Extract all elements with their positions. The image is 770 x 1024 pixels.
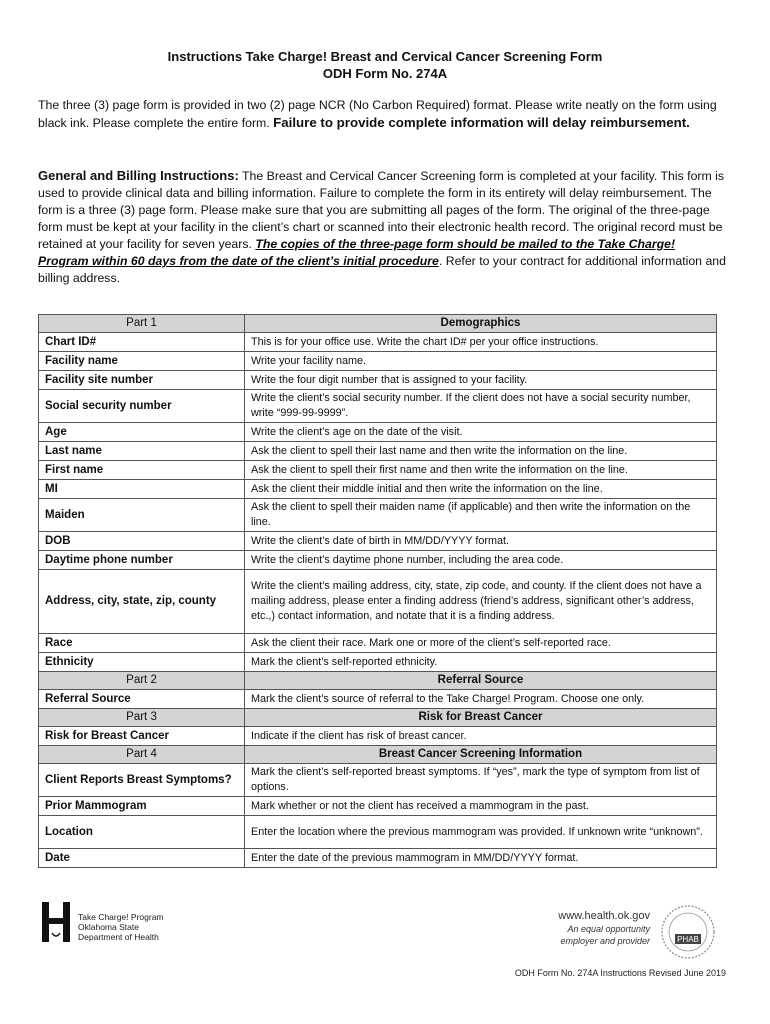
field-instruction: Write the client’s date of birth in MM/DD/YYYY format. bbox=[245, 532, 717, 551]
table-row bbox=[39, 371, 717, 390]
field-instruction: Write the four digit number that is assigned to your facility. bbox=[245, 371, 717, 390]
table-row bbox=[39, 797, 717, 816]
field-label: Race bbox=[39, 634, 245, 653]
intro-text: The three (3) page form is provided in two (2) page NCR (No Carbon Required) format. Please write neatly on the form using black ink. Please complete the entire form. bbox=[38, 98, 717, 130]
table-row bbox=[39, 570, 717, 634]
section-part-label: Part 1 bbox=[39, 315, 245, 333]
general-tail: . Refer to your contract for additional information and billing address. bbox=[38, 254, 726, 285]
field-instruction: Mark whether or not the client has received a mammogram in the past. bbox=[245, 797, 717, 816]
field-label: Client Reports Breast Symptoms? bbox=[39, 764, 245, 797]
field-label: Age bbox=[39, 423, 245, 442]
field-instruction: Ask the client to spell their first name and then write the information on the line. bbox=[245, 461, 717, 480]
field-label: Location bbox=[39, 816, 245, 849]
field-instruction: Enter the date of the previous mammogram in MM/DD/YYYY format. bbox=[245, 849, 717, 868]
field-label: Referral Source bbox=[39, 690, 245, 709]
field-label: Facility site number bbox=[39, 371, 245, 390]
instructions-table bbox=[38, 314, 717, 868]
table-row bbox=[39, 653, 717, 672]
logo-line-1: Take Charge! Program bbox=[78, 912, 164, 922]
intro-bold: Failure to provide complete information will delay reimbursement. bbox=[273, 115, 690, 130]
table-row bbox=[39, 764, 717, 797]
field-instruction: Write the client’s social security number. If the client does not have a social security number, write “999-99-9999”. bbox=[245, 390, 717, 423]
footer-contact bbox=[540, 910, 650, 947]
field-instruction: Mark the client’s self-reported breast symptoms. If “yes”, mark the type of symptom from list of options. bbox=[245, 764, 717, 797]
section-header-part1 bbox=[39, 315, 717, 333]
general-heading: General and Billing Instructions: bbox=[38, 168, 239, 183]
field-label: First name bbox=[39, 461, 245, 480]
section-header-part3 bbox=[39, 709, 717, 727]
field-instruction: Write the client’s daytime phone number, including the area code. bbox=[245, 551, 717, 570]
field-label: Facility name bbox=[39, 352, 245, 371]
title-line-1: Instructions Take Charge! Breast and Cervical Cancer Screening Form bbox=[167, 49, 603, 64]
field-instruction: Mark the client’s self-reported ethnicity. bbox=[245, 653, 717, 672]
form-revision-note: ODH Form No. 274A Instructions Revised June 2019 bbox=[514, 968, 726, 978]
document-title bbox=[0, 48, 770, 82]
field-label: Maiden bbox=[39, 499, 245, 532]
field-instruction: This is for your office use. Write the chart ID# per your office instructions. bbox=[245, 333, 717, 352]
general-paragraph bbox=[38, 167, 726, 287]
general-text: The Breast and Cervical Cancer Screening form is completed at your facility. This form is used to provide clinical data and billing information. Failure to complete the form in its entirety will delay reimbursement. The form is a three (3) page form. Please make sure that you are submitting all pages of the form. The original of the three-page form must be kept at your facility in the client’s chart or scanned into their electronic health record. The original record must be retained at your facility for seven years. bbox=[38, 169, 725, 251]
field-instruction: Write your facility name. bbox=[245, 352, 717, 371]
table-row bbox=[39, 499, 717, 532]
field-label: Daytime phone number bbox=[39, 551, 245, 570]
equal-opportunity-2: employer and provider bbox=[560, 936, 650, 946]
table-row bbox=[39, 352, 717, 371]
section-part-label: Part 2 bbox=[39, 672, 245, 690]
field-instruction: Enter the location where the previous mammogram was provided. If unknown write “unknown”. bbox=[245, 816, 717, 849]
table-row bbox=[39, 442, 717, 461]
table-row bbox=[39, 690, 717, 709]
table-row bbox=[39, 727, 717, 746]
section-title: Breast Cancer Screening Information bbox=[245, 746, 717, 764]
logo-line-3: Department of Health bbox=[78, 932, 159, 942]
field-instruction: Ask the client to spell their last name and then write the information on the line. bbox=[245, 442, 717, 461]
table-row bbox=[39, 551, 717, 570]
field-label: Date bbox=[39, 849, 245, 868]
field-instruction: Ask the client to spell their maiden name (if applicable) and then write the information on the line. bbox=[245, 499, 717, 532]
field-label: MI bbox=[39, 480, 245, 499]
field-instruction: Mark the client’s source of referral to the Take Charge! Program. Choose one only. bbox=[245, 690, 717, 709]
section-title: Referral Source bbox=[245, 672, 717, 690]
field-label: Last name bbox=[39, 442, 245, 461]
logo-line-2: Oklahoma State bbox=[78, 922, 139, 932]
section-part-label: Part 4 bbox=[39, 746, 245, 764]
field-label: Prior Mammogram bbox=[39, 797, 245, 816]
table-row bbox=[39, 390, 717, 423]
field-instruction: Indicate if the client has risk of breast cancer. bbox=[245, 727, 717, 746]
field-label: Ethnicity bbox=[39, 653, 245, 672]
table-row bbox=[39, 423, 717, 442]
field-instruction: Ask the client their race. Mark one or more of the client’s self-reported race. bbox=[245, 634, 717, 653]
field-label: Chart ID# bbox=[39, 333, 245, 352]
phab-seal-icon bbox=[660, 904, 716, 960]
section-title: Risk for Breast Cancer bbox=[245, 709, 717, 727]
field-label: Social security number bbox=[39, 390, 245, 423]
equal-opportunity-1: An equal opportunity bbox=[567, 924, 650, 934]
section-header-part4 bbox=[39, 746, 717, 764]
field-label: Risk for Breast Cancer bbox=[39, 727, 245, 746]
field-label: DOB bbox=[39, 532, 245, 551]
field-instruction: Ask the client their middle initial and then write the information on the line. bbox=[245, 480, 717, 499]
table-row bbox=[39, 849, 717, 868]
general-emphasis: The copies of the three-page form should be mailed to the Take Charge! Program within 60 days from the date of the client’s initial procedure bbox=[38, 237, 676, 268]
table-row bbox=[39, 461, 717, 480]
intro-paragraph bbox=[38, 97, 726, 132]
table-row bbox=[39, 816, 717, 849]
section-header-part2 bbox=[39, 672, 717, 690]
logo-text bbox=[78, 912, 164, 942]
table-row bbox=[39, 634, 717, 653]
section-title: Demographics bbox=[245, 315, 717, 333]
field-label: Address, city, state, zip, county bbox=[39, 570, 245, 634]
table-row bbox=[39, 532, 717, 551]
field-instruction: Write the client’s age on the date of the visit. bbox=[245, 423, 717, 442]
seal-label: PHAB bbox=[677, 935, 699, 944]
table-row bbox=[39, 480, 717, 499]
footer-url[interactable]: www.health.ok.gov bbox=[558, 910, 650, 922]
table-row bbox=[39, 333, 717, 352]
field-instruction: Write the client’s mailing address, city, state, zip code, and county. If the client does not have a mailing address, please enter a finding address (friend’s address, significant other’s address, etc.,) contact information, and notate that it is a finding address. bbox=[245, 570, 717, 634]
title-line-2: ODH Form No. 274A bbox=[322, 66, 448, 81]
section-part-label: Part 3 bbox=[39, 709, 245, 727]
